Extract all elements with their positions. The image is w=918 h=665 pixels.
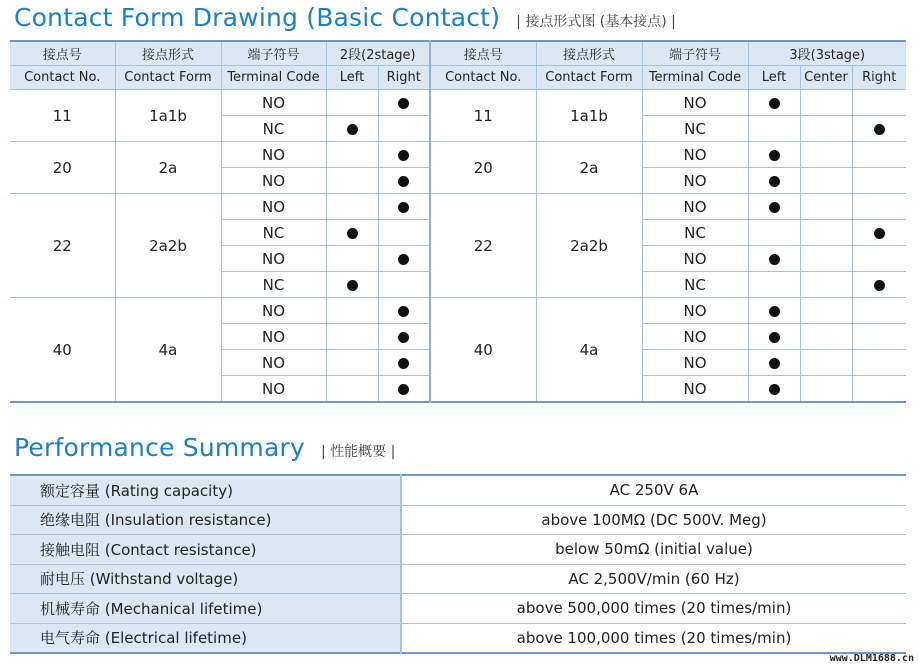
contact-form-cell: 2a: [115, 142, 221, 194]
contact-dot-icon: [398, 384, 409, 395]
contact-dot-icon: [769, 332, 780, 343]
contact-form-cell-right: 2a2b: [536, 194, 642, 298]
contact-form-heading: [14, 3, 676, 32]
stage2-left-cell: [326, 272, 378, 298]
contact-no-cell-right: 11: [430, 90, 536, 142]
stage2-right-cell: [378, 376, 430, 403]
table-row: [10, 142, 906, 168]
performance-value: AC 2,500V/min (60 Hz): [401, 564, 906, 594]
stage2-right-cell: [378, 90, 430, 116]
stage3-left-cell: [748, 298, 800, 324]
contact-dot-icon: [769, 254, 780, 265]
contact-no-cell: 11: [10, 90, 115, 142]
col-3stage-center: Center: [800, 66, 852, 90]
terminal-code-cell: NC: [221, 116, 326, 142]
terminal-code-cell: NC: [221, 272, 326, 298]
contact-no-cell: 40: [10, 298, 115, 403]
contact-dot-icon: [769, 384, 780, 395]
col-2stage-left: Left: [326, 66, 378, 90]
col-terminal-code-en: Terminal Code: [221, 66, 326, 90]
contact-dot-icon: [769, 176, 780, 187]
contact-dot-icon: [398, 150, 409, 161]
stage3-left-cell: [748, 142, 800, 168]
terminal-code-cell-right: NO: [642, 168, 748, 194]
performance-label: 耐电压 (Withstand voltage): [10, 564, 401, 594]
stage2-left-cell: [326, 194, 378, 220]
stage2-left-cell: [326, 350, 378, 376]
performance-value: AC 250V 6A: [401, 475, 906, 505]
terminal-code-cell: NO: [221, 246, 326, 272]
watermark: www.DLM1688.cn: [829, 653, 914, 664]
stage2-right-cell: [378, 142, 430, 168]
stage3-center-cell: [800, 142, 852, 168]
stage3-right-cell: [852, 246, 906, 272]
col-terminal-code-cn-right: 端子符号: [642, 41, 748, 66]
stage3-right-cell: [852, 220, 906, 246]
stage3-center-cell: [800, 168, 852, 194]
header-row-cn: [10, 41, 906, 66]
stage3-right-cell: [852, 298, 906, 324]
contact-dot-icon: [398, 306, 409, 317]
terminal-code-cell: NO: [221, 376, 326, 403]
stage2-left-cell: [326, 324, 378, 350]
stage2-right-cell: [378, 220, 430, 246]
stage3-right-cell: [852, 376, 906, 403]
performance-label: 机械寿命 (Mechanical lifetime): [10, 594, 401, 624]
col-2stage: 2段(2stage): [326, 41, 430, 66]
terminal-code-cell: NO: [221, 324, 326, 350]
col-contact-form-cn: 接点形式: [115, 41, 221, 66]
col-contact-form-en-right: Contact Form: [536, 66, 642, 90]
performance-row: [10, 564, 906, 594]
stage3-left-cell: [748, 90, 800, 116]
performance-row: [10, 505, 906, 535]
stage3-left-cell: [748, 324, 800, 350]
terminal-code-cell-right: NO: [642, 298, 748, 324]
contact-dot-icon: [769, 358, 780, 369]
performance-label: 接触电阻 (Contact resistance): [10, 535, 401, 565]
contact-dot-icon: [398, 254, 409, 265]
terminal-code-cell-right: NO: [642, 350, 748, 376]
contact-form-subtitle: | 接点形式图 (基本接点) |: [516, 14, 676, 30]
contact-form-title: Contact Form Drawing (Basic Contact): [14, 3, 501, 32]
col-3stage: 3段(3stage): [748, 41, 906, 66]
contact-dot-icon: [769, 202, 780, 213]
stage2-right-cell: [378, 324, 430, 350]
stage3-center-cell: [800, 376, 852, 403]
performance-label: 额定容量 (Rating capacity): [10, 475, 401, 505]
stage2-right-cell: [378, 246, 430, 272]
stage2-right-cell: [378, 194, 430, 220]
col-terminal-code-en-right: Terminal Code: [642, 66, 748, 90]
contact-form-cell-right: 1a1b: [536, 90, 642, 142]
stage3-left-cell: [748, 376, 800, 403]
performance-row: [10, 475, 906, 505]
contact-dot-icon: [398, 332, 409, 343]
performance-label: 绝缘电阻 (Insulation resistance): [10, 505, 401, 535]
terminal-code-cell-right: NC: [642, 272, 748, 298]
stage3-left-cell: [748, 116, 800, 142]
stage3-right-cell: [852, 142, 906, 168]
stage3-center-cell: [800, 298, 852, 324]
terminal-code-cell: NC: [221, 220, 326, 246]
stage2-right-cell: [378, 298, 430, 324]
contact-dot-icon: [769, 98, 780, 109]
stage3-right-cell: [852, 272, 906, 298]
stage2-left-cell: [326, 298, 378, 324]
terminal-code-cell-right: NC: [642, 116, 748, 142]
performance-subtitle: | 性能概要 |: [320, 444, 396, 460]
stage2-right-cell: [378, 116, 430, 142]
terminal-code-cell: NO: [221, 168, 326, 194]
col-terminal-code-cn: 端子符号: [221, 41, 326, 66]
stage3-center-cell: [800, 246, 852, 272]
performance-value: above 100MΩ (DC 500V. Meg): [401, 505, 906, 535]
stage2-right-cell: [378, 168, 430, 194]
stage3-center-cell: [800, 116, 852, 142]
contact-no-cell-right: 40: [430, 298, 536, 403]
stage2-left-cell: [326, 116, 378, 142]
contact-dot-icon: [347, 228, 358, 239]
col-3stage-right: Right: [852, 66, 906, 90]
terminal-code-cell-right: NO: [642, 246, 748, 272]
stage2-left-cell: [326, 142, 378, 168]
stage2-left-cell: [326, 90, 378, 116]
col-contact-no-cn-right: 接点号: [430, 41, 536, 66]
col-3stage-left: Left: [748, 66, 800, 90]
terminal-code-cell-right: NO: [642, 376, 748, 403]
terminal-code-cell-right: NO: [642, 142, 748, 168]
contact-form-cell: 1a1b: [115, 90, 221, 142]
stage3-left-cell: [748, 350, 800, 376]
col-contact-no-en: Contact No.: [10, 66, 115, 90]
stage3-right-cell: [852, 168, 906, 194]
stage3-left-cell: [748, 194, 800, 220]
col-contact-no-cn: 接点号: [10, 41, 115, 66]
performance-title: Performance Summary: [14, 433, 305, 462]
table-row: [10, 298, 906, 324]
contact-dot-icon: [398, 358, 409, 369]
stage3-center-cell: [800, 194, 852, 220]
performance-label: 电气寿命 (Electrical lifetime): [10, 623, 401, 653]
stage3-right-cell: [852, 350, 906, 376]
stage3-center-cell: [800, 272, 852, 298]
col-contact-form-en: Contact Form: [115, 66, 221, 90]
stage2-right-cell: [378, 350, 430, 376]
contact-no-cell: 20: [10, 142, 115, 194]
stage3-center-cell: [800, 220, 852, 246]
header-row-en: [10, 66, 906, 90]
stage3-right-cell: [852, 324, 906, 350]
stage3-right-cell: [852, 116, 906, 142]
contact-form-cell: 4a: [115, 298, 221, 403]
terminal-code-cell-right: NO: [642, 90, 748, 116]
contact-form-table: [10, 40, 906, 403]
contact-dot-icon: [874, 228, 885, 239]
contact-dot-icon: [398, 98, 409, 109]
contact-dot-icon: [769, 306, 780, 317]
table-row: [10, 194, 906, 220]
contact-dot-icon: [347, 124, 358, 135]
stage3-center-cell: [800, 324, 852, 350]
performance-row: [10, 623, 906, 653]
performance-table: [10, 474, 906, 654]
stage3-right-cell: [852, 194, 906, 220]
contact-no-cell-right: 22: [430, 194, 536, 298]
col-2stage-right: Right: [378, 66, 430, 90]
stage3-left-cell: [748, 168, 800, 194]
contact-dot-icon: [769, 150, 780, 161]
performance-heading: [14, 433, 395, 462]
stage3-left-cell: [748, 272, 800, 298]
performance-value: below 50mΩ (initial value): [401, 535, 906, 565]
stage3-center-cell: [800, 350, 852, 376]
performance-value: above 100,000 times (20 times/min): [401, 623, 906, 653]
performance-value: above 500,000 times (20 times/min): [401, 594, 906, 624]
performance-row: [10, 594, 906, 624]
terminal-code-cell: NO: [221, 90, 326, 116]
contact-dot-icon: [398, 176, 409, 187]
contact-dot-icon: [398, 202, 409, 213]
contact-dot-icon: [874, 124, 885, 135]
stage3-left-cell: [748, 246, 800, 272]
contact-dot-icon: [347, 280, 358, 291]
contact-form-cell-right: 2a: [536, 142, 642, 194]
performance-row: [10, 535, 906, 565]
contact-no-cell-right: 20: [430, 142, 536, 194]
terminal-code-cell: NO: [221, 194, 326, 220]
terminal-code-cell: NO: [221, 350, 326, 376]
contact-no-cell: 22: [10, 194, 115, 298]
contact-dot-icon: [874, 280, 885, 291]
table-row: [10, 90, 906, 116]
stage2-left-cell: [326, 220, 378, 246]
contact-form-cell: 2a2b: [115, 194, 221, 298]
col-contact-form-cn-right: 接点形式: [536, 41, 642, 66]
stage2-left-cell: [326, 246, 378, 272]
terminal-code-cell-right: NC: [642, 220, 748, 246]
terminal-code-cell-right: NO: [642, 194, 748, 220]
contact-form-cell-right: 4a: [536, 298, 642, 403]
terminal-code-cell: NO: [221, 142, 326, 168]
stage3-left-cell: [748, 220, 800, 246]
terminal-code-cell-right: NO: [642, 324, 748, 350]
col-contact-no-en-right: Contact No.: [430, 66, 536, 90]
stage2-left-cell: [326, 376, 378, 403]
stage3-center-cell: [800, 90, 852, 116]
stage2-left-cell: [326, 168, 378, 194]
terminal-code-cell: NO: [221, 298, 326, 324]
stage2-right-cell: [378, 272, 430, 298]
stage3-right-cell: [852, 90, 906, 116]
